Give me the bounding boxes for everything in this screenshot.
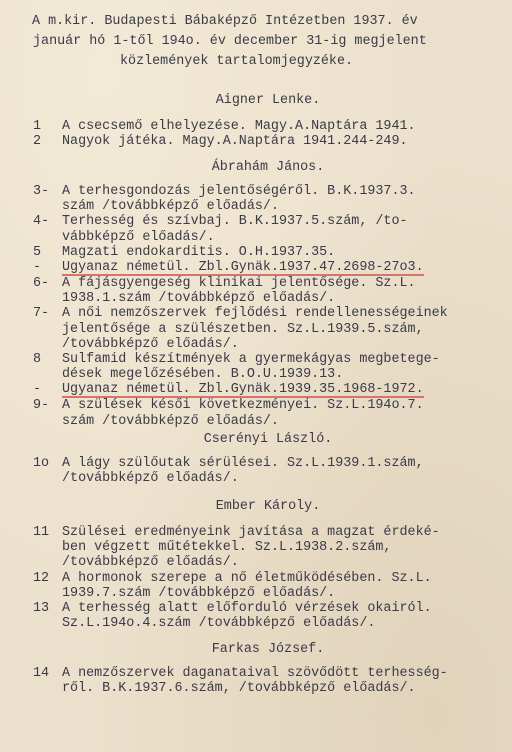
entry-number: 11 bbox=[33, 525, 50, 540]
entry-line: A szülések késői következményei. Sz.L.194o.7. bbox=[62, 398, 424, 414]
entry-line: Terhesség és szívbaj. B.K.1937.5.szám, /to- bbox=[62, 214, 408, 230]
entry-2 bbox=[0, 134, 512, 149]
entry-number: 3- bbox=[33, 184, 50, 199]
underlined-entry-line: Ugyanaz németül. Zbl.Gynäk.1939.35.1968-1972. bbox=[62, 382, 424, 398]
entry-line: /továbbképző előadás/. bbox=[62, 555, 239, 571]
entry-line: A női nemzőszervek fejlődési rendellenességeinek bbox=[62, 306, 448, 322]
entry-1 bbox=[0, 119, 512, 134]
entry-line: 1938.1.szám /továbbképző előadás/. bbox=[62, 291, 336, 307]
entry-line: Sulfamid készítmények a gyermekágyas megbetege- bbox=[62, 352, 440, 368]
entry-line: /továbbképző előadás/. bbox=[62, 471, 239, 487]
entry-line: Nagyok játéka. Magy.A.Naptára 1941.244-249. bbox=[62, 134, 408, 150]
document-header bbox=[0, 12, 512, 72]
entry-line: Sz.L.194o.4.szám /továbbképző előadás/. bbox=[62, 616, 376, 632]
entry-number: 13 bbox=[33, 601, 50, 617]
entry-8 bbox=[0, 352, 512, 382]
entry-number: 9- bbox=[33, 398, 50, 414]
entry-number: 1o bbox=[33, 456, 50, 471]
entry-line: szám /továbbképző előadás/. bbox=[62, 413, 279, 429]
entry-number: 7- bbox=[33, 306, 50, 322]
entry-line: ről. B.K.1937.6.szám, /továbbképző előadás/. bbox=[62, 681, 416, 697]
author-heading: Cserényi László. bbox=[203, 432, 333, 447]
section-cserenyi bbox=[0, 430, 512, 486]
entry-line: vábbképző előadás/. bbox=[62, 229, 215, 245]
entry-line: Magzati endokarditis. O.H.1937.35. bbox=[62, 244, 336, 260]
section-aigner bbox=[0, 91, 512, 149]
entry-number: 6- bbox=[33, 276, 50, 292]
header-line-2: január hó 1-től 194o. év december 31-ig megjelent bbox=[33, 34, 427, 49]
entry-line: /továbbképző előadás/. bbox=[62, 336, 239, 352]
entry-8-german bbox=[0, 382, 512, 398]
author-heading: Farkas József. bbox=[211, 642, 325, 657]
entry-number: 5 bbox=[33, 244, 42, 260]
section-farkas bbox=[0, 640, 512, 696]
entry-line: ben végzett műtétekkel. Sz.L.1938.2.szám, bbox=[62, 540, 392, 556]
entry-11 bbox=[0, 525, 512, 571]
entry-6 bbox=[0, 276, 512, 306]
entry-number: 2 bbox=[33, 134, 42, 150]
entry-10 bbox=[0, 456, 512, 486]
entry-5 bbox=[0, 245, 512, 260]
entry-line: A csecsemő elhelyezése. Magy.A.Naptára 1941. bbox=[62, 119, 416, 134]
entry-line: 1939.7.szám /továbbképző előadás/. bbox=[62, 585, 336, 601]
entry-13 bbox=[0, 601, 512, 631]
entry-number: - bbox=[33, 260, 42, 276]
entry-line: A terhesgondozás jelentőségéről. B.K.1937.3. bbox=[62, 184, 416, 199]
entry-7 bbox=[0, 306, 512, 352]
entry-line: Szülései eredményeink javítása a magzat érdeké- bbox=[62, 525, 440, 540]
entry-line: jelentősége a szülészetben. Sz.L.1939.5.szám, bbox=[62, 321, 424, 337]
entry-number: 12 bbox=[33, 570, 50, 586]
entry-number: - bbox=[33, 382, 42, 398]
header-line-1: A m.kir. Budapesti Bábaképző Intézetben 1937. év bbox=[32, 14, 418, 29]
entry-14 bbox=[0, 666, 512, 696]
section-ember bbox=[0, 497, 512, 631]
entry-12 bbox=[0, 571, 512, 601]
entry-number: 8 bbox=[33, 352, 42, 368]
author-heading: Ábrahám János. bbox=[211, 160, 325, 175]
entry-line: dések megelőzésében. B.O.U.1939.13. bbox=[62, 367, 344, 383]
header-line-3: közlemények tartalomjegyzéke. bbox=[120, 54, 354, 69]
author-heading: Aigner Lenke. bbox=[215, 93, 321, 108]
underlined-entry-line: Ugyanaz németül. Zbl.Gynäk.1937.47.2698-27o3. bbox=[62, 260, 424, 276]
author-heading: Ember Károly. bbox=[215, 499, 321, 514]
entry-line: A hormonok szerepe a nő életműködésében. Sz.L. bbox=[62, 570, 432, 586]
entry-4 bbox=[0, 214, 512, 244]
section-abraham bbox=[0, 158, 512, 429]
entry-5-german bbox=[0, 260, 512, 276]
entry-line: szám /továbbképző előadás/. bbox=[62, 199, 279, 215]
entry-line: A nemzőszervek daganataival szövődött terhesség- bbox=[62, 666, 448, 681]
entry-number: 4- bbox=[33, 214, 50, 230]
entry-line: A fájásgyengeség klinikai jelentősége. Sz.L. bbox=[62, 276, 416, 292]
entry-3 bbox=[0, 184, 512, 214]
entry-line: A lágy szülőutak sérülései. Sz.L.1939.1.szám, bbox=[62, 456, 424, 471]
entry-line: A terhesség alatt előforduló vérzések okairól. bbox=[62, 601, 432, 617]
entry-9 bbox=[0, 398, 512, 428]
entry-number: 1 bbox=[33, 119, 42, 134]
entry-number: 14 bbox=[33, 666, 50, 681]
